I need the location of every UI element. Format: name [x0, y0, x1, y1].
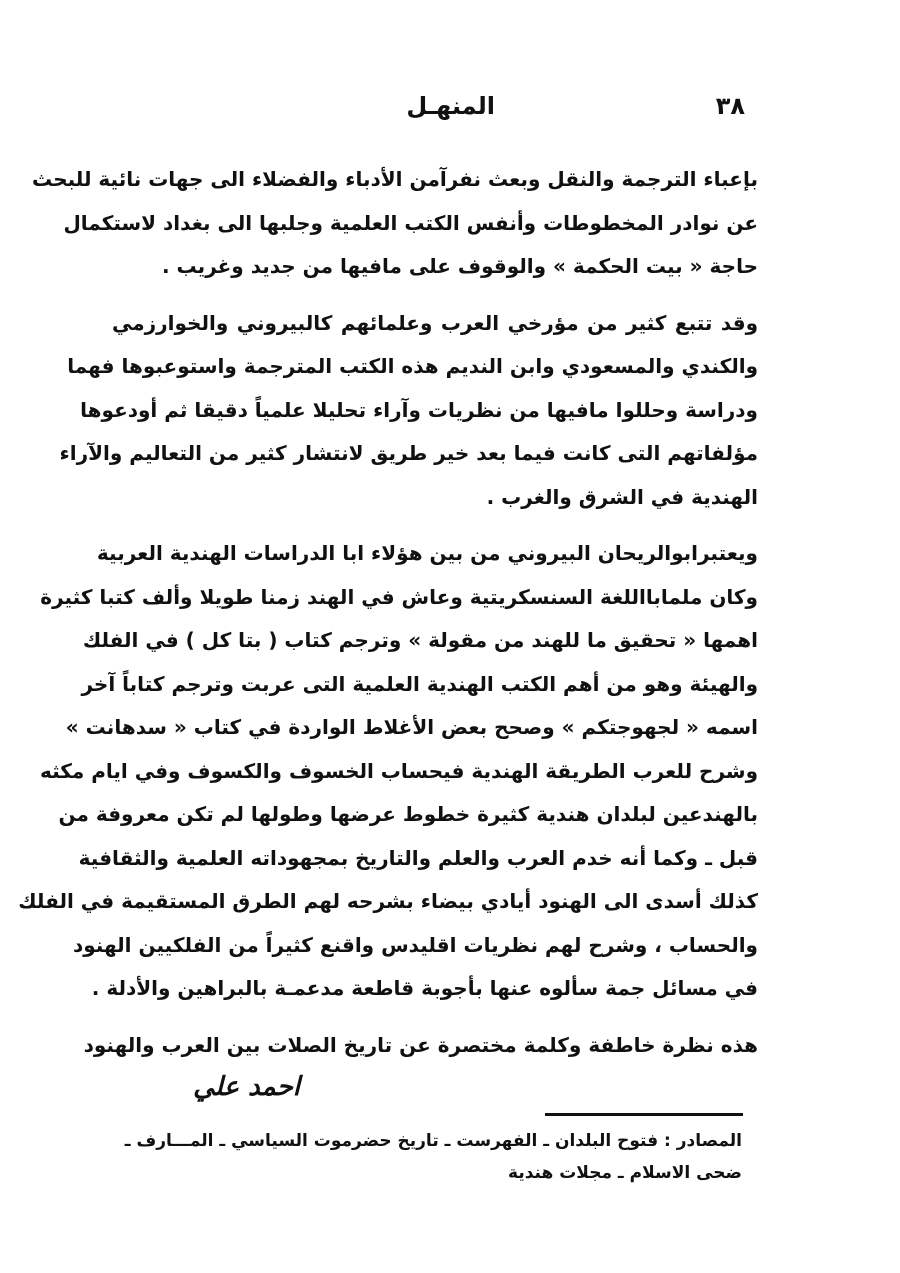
journal-title: المنهـل: [406, 92, 495, 120]
article-body: [18, 158, 758, 1067]
text-line: اسمه « لجهوجتكم » وصحح بعض الأغلاط الواردة في كتاب « سدهانت »: [65, 715, 758, 739]
text-line: هذه نظرة خاطفة وكلمة مختصرة عن تاريخ الصلات بين العرب والهنود: [83, 1032, 758, 1057]
paragraph-gap: [112, 1011, 758, 1024]
text-line: قبل ـ وكما أنه خدم العرب والعلم والتاريخ بمجهوداته العلمية والثقافية: [78, 845, 758, 870]
sources-footnote: [124, 1125, 742, 1189]
text-line: وقد تتبع كثير من مؤرخي العرب وعلمائهم كالبيروني والخوارزمي: [112, 310, 758, 335]
text-line: والهيئة وهو من أهم الكتب الهندية العلمية التى عربت وترجم كتاباً آخر: [81, 671, 758, 696]
paragraph: [59, 302, 758, 520]
text-line: حاجة « بيت الحكمة » والوقوف على مافيها من جديد وغريب .: [161, 254, 758, 278]
text-line: في مسائل جمة سألوه عنها بأجوبة قاطعة مدعمـة بالبراهين والأدلة .: [91, 976, 758, 1000]
paragraph: [83, 1024, 758, 1068]
author-signature: احمد علي: [193, 1072, 300, 1102]
sources-line: المصادر : فتوح البلدان ـ الفهرست ـ تاريخ حضرموت السياسي ـ المـــارف ـ: [124, 1131, 742, 1151]
text-line: مؤلفاتهم التى كانت فيما بعد خير طريق لانتشار كثير من التعاليم والآراء: [59, 441, 758, 465]
text-line: عن نوادر المخطوطات وأنفس الكتب العلمية وجلبها الى بغداد لاستكمال: [63, 210, 758, 235]
sources-line: ضحى الاسلام ـ مجلات هندية: [508, 1163, 742, 1183]
text-line: وكان ملمابااللغة السنسكريتية وعاش في الهند زمنا طويلا وألف كتبا كثيرة: [40, 584, 758, 609]
text-line: وشرح للعرب الطريقة الهندية فيحساب الخسوف والكسوف وفي ايام مكثه: [39, 758, 758, 783]
text-line: بإعباء الترجمة والنقل وبعث نفرآمن الأدباء والفضلاء الى جهات نائية للبحث: [32, 167, 758, 191]
footnote-divider: [545, 1113, 743, 1116]
page-number: ٣٨: [715, 92, 745, 120]
text-line: ويعتبرابوالريحان البيروني من بين هؤلاء ابا الدراسات الهندية العربية: [96, 541, 758, 565]
text-line: والكندي والمسعودي وابن النديم هذه الكتب المترجمة واستوعبوها فهما: [67, 354, 758, 378]
paragraph-gap: [112, 519, 758, 532]
text-line: والحساب ، وشرح لهم نظريات اقليدس واقنع كثيراً من الفلكيين الهنود: [73, 932, 758, 957]
text-line: ودراسة وحللوا مافيها من نظريات وآراء تحليلا علمياً دقيقا ثم أودعوها: [80, 397, 758, 422]
text-line: كذلك أسدى الى الهنود أيادي بيضاء بشرحه لهم الطرق المستقيمة في الفلك: [18, 889, 758, 913]
text-line: الهندية في الشرق والغرب .: [486, 484, 758, 509]
text-line: بالهندعين لبلدان هندية كثيرة خطوط عرضها وطولها لم تكن معروفة من: [58, 802, 758, 826]
paragraph: [18, 532, 758, 1011]
paragraph-gap: [112, 289, 758, 302]
text-line: اهمها « تحقيق ما للهند من مقولة » وترجم كتاب ( بتا كل ) في الفلك: [82, 628, 758, 652]
paragraph: [32, 158, 758, 289]
page-header: [150, 92, 745, 132]
